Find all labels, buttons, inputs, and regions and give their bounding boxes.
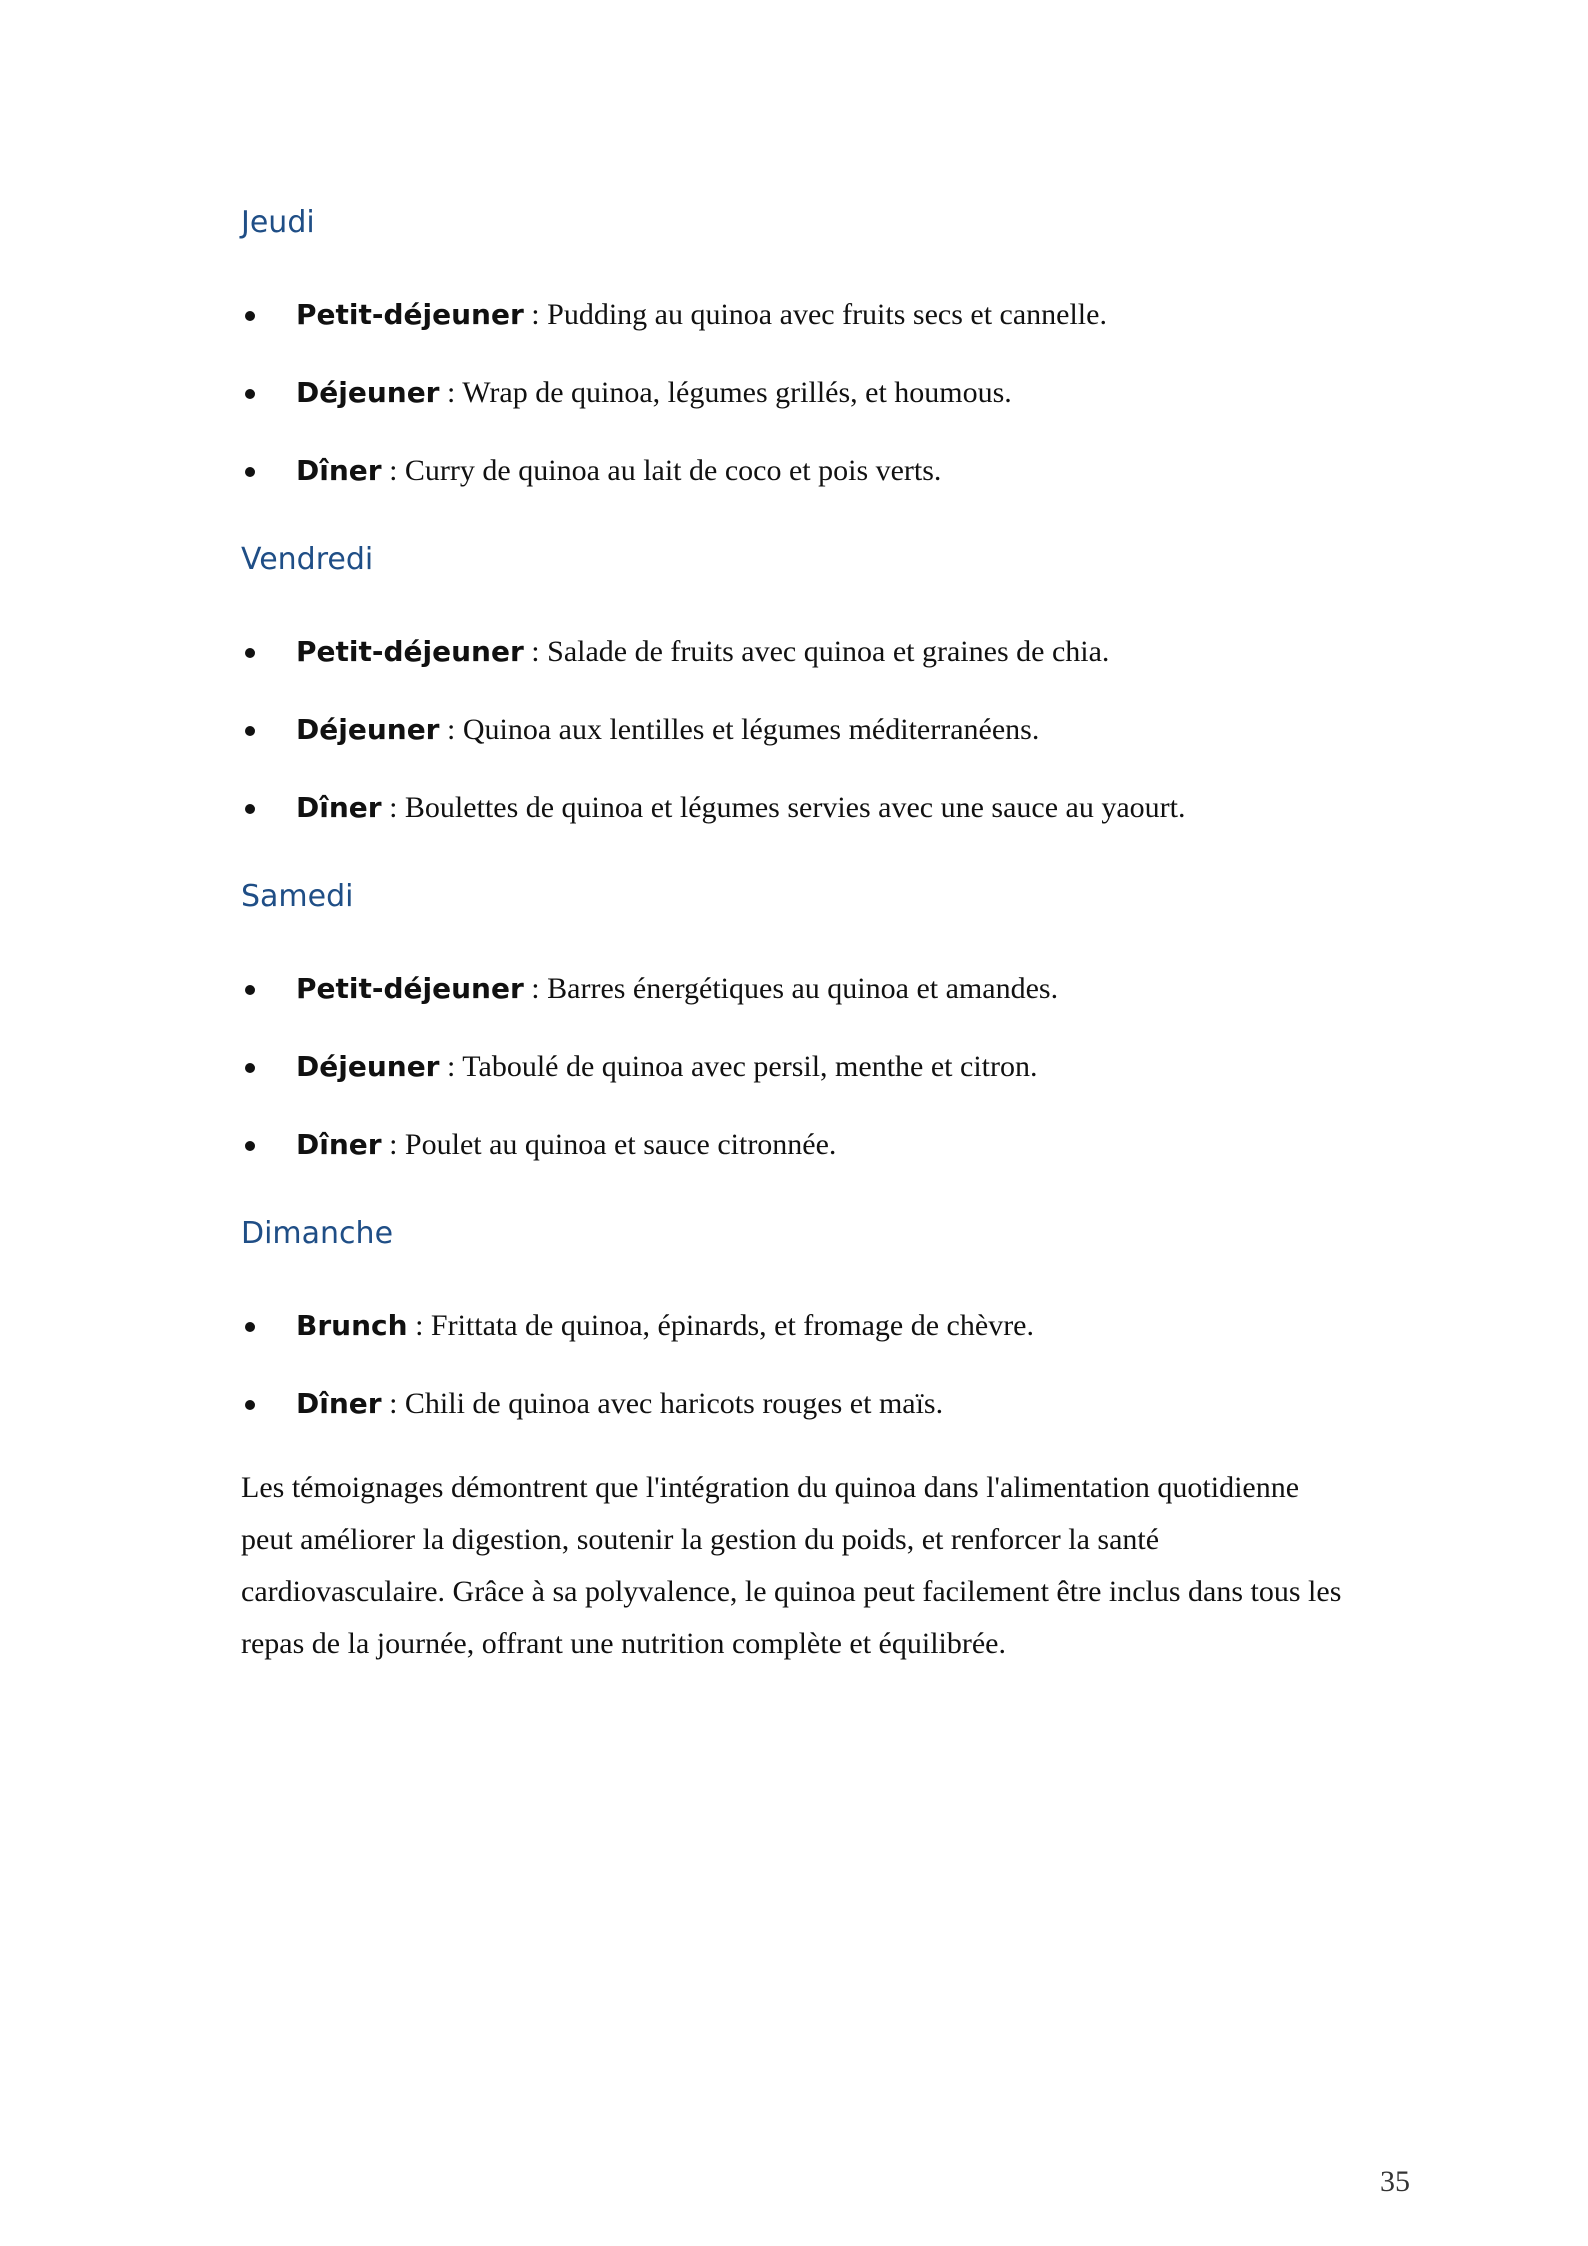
meal-list-dimanche — [241, 1302, 1351, 1428]
day-heading-jeudi: Jeudi — [241, 205, 315, 240]
meal-name: Petit-déjeuner — [296, 298, 524, 331]
list-item — [241, 291, 1351, 369]
bullet-icon — [245, 389, 255, 399]
bullet-icon — [245, 1322, 255, 1332]
meal-separator: : — [407, 1309, 431, 1342]
meal-name: Petit-déjeuner — [296, 635, 524, 668]
bullet-icon — [245, 311, 255, 321]
list-item — [241, 1043, 1351, 1121]
bullet-icon — [245, 1400, 255, 1410]
list-item — [241, 706, 1351, 784]
bullet-icon — [245, 804, 255, 814]
meal-description: Pudding au quinoa avec fruits secs et cannelle. — [547, 298, 1107, 331]
bullet-icon — [245, 1063, 255, 1073]
meal-separator: : — [523, 972, 548, 1005]
meal-name: Dîner — [296, 791, 382, 824]
meal-name: Dîner — [296, 1387, 382, 1420]
page-number: 35 — [1380, 2165, 1410, 2198]
meal-separator: : — [439, 1050, 463, 1083]
meal-name: Brunch — [296, 1309, 408, 1342]
meal-description: Wrap de quinoa, légumes grillés, et houmous. — [462, 376, 1012, 409]
meal-separator: : — [439, 713, 463, 746]
meal-description: Quinoa aux lentilles et légumes méditerranéens. — [462, 713, 1040, 746]
meal-separator: : — [381, 1387, 405, 1420]
bullet-icon — [245, 648, 255, 658]
meal-list-jeudi — [241, 291, 1351, 495]
list-item — [241, 784, 1351, 832]
day-heading-samedi: Samedi — [241, 879, 354, 914]
meal-description: Barres énergétiques au quinoa et amandes. — [547, 972, 1059, 1005]
list-item — [241, 1380, 1351, 1428]
list-item — [241, 369, 1351, 447]
meal-name: Dîner — [296, 454, 382, 487]
day-heading-vendredi: Vendredi — [241, 542, 374, 577]
meal-description: Frittata de quinoa, épinards, et fromage de chèvre. — [430, 1309, 1034, 1342]
meal-name: Déjeuner — [296, 1050, 440, 1083]
meal-description: Curry de quinoa au lait de coco et pois verts. — [404, 454, 942, 487]
list-item — [241, 447, 1351, 495]
meal-list-vendredi — [241, 628, 1351, 832]
meal-description: Boulettes de quinoa et légumes servies avec une sauce au yaourt. — [404, 791, 1186, 824]
meal-name: Déjeuner — [296, 376, 440, 409]
meal-separator: : — [523, 298, 548, 331]
meal-description: Poulet au quinoa et sauce citronnée. — [404, 1128, 837, 1161]
page-content — [241, 199, 1351, 1670]
meal-separator: : — [381, 454, 405, 487]
meal-separator: : — [381, 791, 405, 824]
list-item — [241, 965, 1351, 1043]
meal-separator: : — [381, 1128, 405, 1161]
day-heading-dimanche: Dimanche — [241, 1216, 394, 1251]
meal-name: Déjeuner — [296, 713, 440, 746]
list-item — [241, 628, 1351, 706]
meal-name: Petit-déjeuner — [296, 972, 524, 1005]
bullet-icon — [245, 985, 255, 995]
list-item — [241, 1121, 1351, 1169]
bullet-icon — [245, 1141, 255, 1151]
meal-separator: : — [439, 376, 463, 409]
meal-description: Salade de fruits avec quinoa et graines de chia. — [547, 635, 1110, 668]
conclusion-paragraph: Les témoignages démontrent que l'intégration du quinoa dans l'alimentation quotidienne peut améliorer la digestion, soutenir la gestion du poids, et renforcer la santé cardiovasculaire. Grâce à sa polyvalence, le quinoa peut facilement être inclus dans tous les repas de la journée, offrant une nutrition complète et équilibrée. — [241, 1471, 1342, 1660]
meal-separator: : — [523, 635, 548, 668]
bullet-icon — [245, 467, 255, 477]
meal-description: Chili de quinoa avec haricots rouges et maïs. — [404, 1387, 944, 1420]
list-item — [241, 1302, 1351, 1380]
bullet-icon — [245, 726, 255, 736]
meal-list-samedi — [241, 965, 1351, 1169]
meal-description: Taboulé de quinoa avec persil, menthe et citron. — [462, 1050, 1038, 1083]
meal-name: Dîner — [296, 1128, 382, 1161]
